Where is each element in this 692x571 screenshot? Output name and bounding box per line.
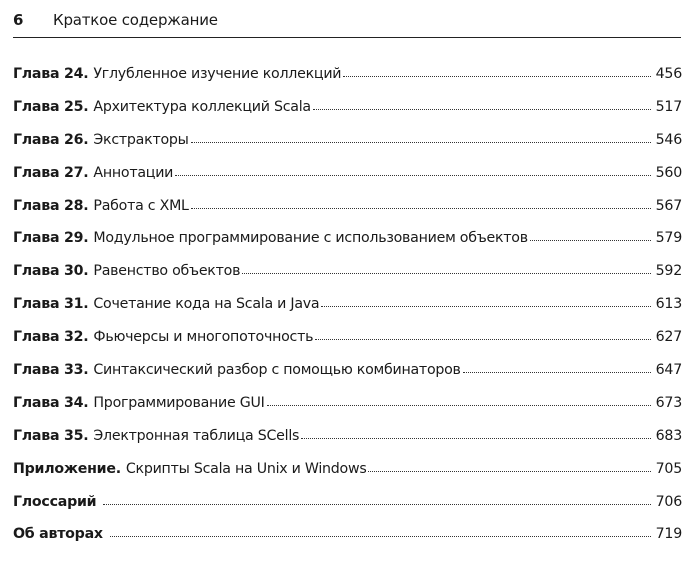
toc-entry-page: 517 <box>655 98 682 115</box>
toc-entry-label: Глава 35. <box>13 427 89 444</box>
toc-entry-page: 546 <box>655 131 682 148</box>
toc-entry-title: Синтаксический разбор с помощью комбинаторов <box>93 362 461 379</box>
toc-entry-page: 706 <box>655 493 682 510</box>
toc-entry-title: Скрипты Scala на Unix и Windows <box>125 460 367 477</box>
toc-entry-page: 673 <box>655 394 682 411</box>
toc-entry-page: 567 <box>655 197 682 214</box>
toc-entry-26[interactable] <box>13 132 682 165</box>
toc-entry-title: Экстракторы <box>93 131 189 148</box>
dot-leader <box>242 272 650 274</box>
toc-entry-page: 560 <box>655 164 682 181</box>
dot-leader <box>463 371 651 373</box>
toc-entry-label: Глава 30. <box>13 263 89 280</box>
toc-entry-24[interactable] <box>13 66 682 99</box>
toc-entry-page: 719 <box>655 526 682 543</box>
dot-leader <box>191 207 651 209</box>
toc-entry-page: 613 <box>655 296 682 313</box>
toc-entry-label: Глоссарий <box>13 493 97 510</box>
toc-entry-32[interactable] <box>13 329 682 362</box>
toc-entry-34[interactable] <box>13 395 682 428</box>
toc-entry-appendix[interactable] <box>13 461 682 494</box>
page-number: 6 <box>13 11 24 29</box>
toc-entry-title: Работа с XML <box>93 197 189 214</box>
dot-leader <box>368 470 650 472</box>
dot-leader <box>191 141 651 143</box>
toc-entry-label: Глава 27. <box>13 164 89 181</box>
toc-entry-33[interactable] <box>13 362 682 395</box>
toc-entry-title: Сочетание кода на Scala и Java <box>93 296 320 313</box>
toc-entry-label: Глава 24. <box>13 66 89 82</box>
running-title: Краткое содержание <box>53 11 218 29</box>
toc-entry-page: 456 <box>655 66 682 82</box>
toc-entry-authors[interactable] <box>13 526 682 559</box>
toc-entry-label: Глава 34. <box>13 394 89 411</box>
dot-leader <box>321 305 650 307</box>
toc-entry-31[interactable] <box>13 296 682 329</box>
toc-entry-page: 592 <box>655 263 682 280</box>
toc-entry-28[interactable] <box>13 198 682 231</box>
toc-entry-35[interactable] <box>13 428 682 461</box>
toc-entry-label: Об авторах <box>13 526 103 543</box>
toc-entry-page: 627 <box>655 329 682 346</box>
toc-entry-label: Глава 32. <box>13 329 89 346</box>
toc-entry-label: Глава 28. <box>13 197 89 214</box>
dot-leader <box>315 338 650 340</box>
toc-entry-label: Глава 25. <box>13 98 89 115</box>
dot-leader <box>103 503 650 505</box>
toc-entry-title: Равенство объектов <box>93 263 241 280</box>
dot-leader <box>110 535 651 537</box>
toc-entry-page: 579 <box>655 230 682 247</box>
toc-entry-page: 647 <box>655 362 682 379</box>
toc-entry-label: Глава 29. <box>13 230 89 247</box>
toc-entry-title: Архитектура коллекций Scala <box>93 98 311 115</box>
toc-entry-title: Электронная таблица SCells <box>93 427 300 444</box>
toc-entry-page: 705 <box>655 460 682 477</box>
dot-leader <box>313 108 651 110</box>
dot-leader <box>301 437 650 439</box>
dot-leader <box>530 239 651 241</box>
toc-entry-30[interactable] <box>13 263 682 296</box>
toc-entry-title: Программирование GUI <box>93 394 265 411</box>
toc-entry-29[interactable] <box>13 230 682 263</box>
toc-entry-27[interactable] <box>13 165 682 198</box>
toc-entry-label: Глава 31. <box>13 296 89 313</box>
toc-entry-glossary[interactable] <box>13 494 682 527</box>
toc-entry-title: Углубленное изучение коллекций <box>93 66 342 82</box>
table-of-contents <box>13 66 682 559</box>
dot-leader <box>175 174 651 176</box>
toc-entry-25[interactable] <box>13 99 682 132</box>
toc-entry-label: Глава 33. <box>13 362 89 379</box>
dot-leader <box>267 404 651 406</box>
page-header <box>13 11 681 38</box>
toc-entry-label: Приложение. <box>13 460 121 477</box>
toc-entry-title: Модульное программирование с использованием объектов <box>93 230 528 247</box>
toc-entry-label: Глава 26. <box>13 131 89 148</box>
toc-entry-title: Фьючерсы и многопоточность <box>93 329 314 346</box>
toc-entry-page: 683 <box>655 427 682 444</box>
dot-leader <box>343 75 650 77</box>
toc-entry-title: Аннотации <box>93 164 174 181</box>
